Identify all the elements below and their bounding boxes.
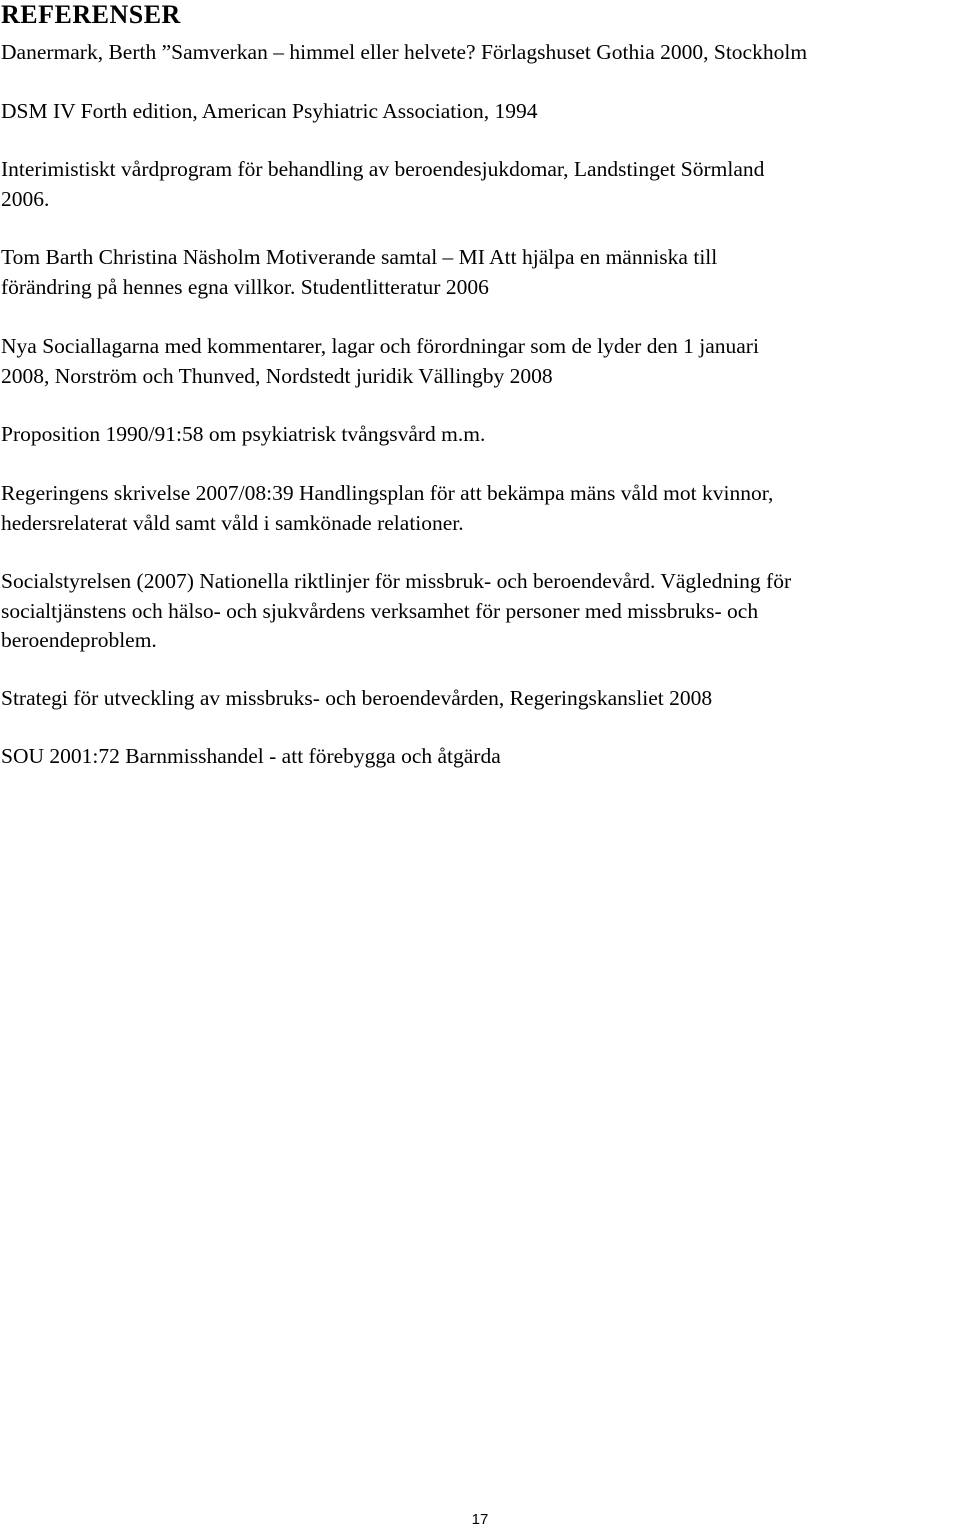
reference-sou-2001-72 [1,742,501,772]
reference-line: 2008, Norström och Thunved, Nordstedt juridik Vällingby 2008 [1,363,553,388]
reference-line: Danermark, Berth ”Samverkan – himmel eller helvete? Förlagshuset Gothia 2000, Stockholm [1,40,808,64]
reference-line: Tom Barth Christina Näsholm Motiverande samtal – MI Att hjälpa en människa till [1,245,718,269]
reference-danermark [1,38,807,68]
reference-line: Proposition 1990/91:58 om psykiatrisk tvångsvård m.m. [1,422,486,446]
reference-line: Strategi för utveckling av missbruks- och beroendevården, Regeringskansliet 2008 [1,686,713,710]
reference-line: Socialstyrelsen (2007) Nationella riktlinjer för missbruk- och beroendevård. Vägledning för [1,569,792,593]
reference-dsm-iv [1,97,537,127]
reference-line: hedersrelaterat våld samt våld i samkönade relationer. [1,510,464,535]
reference-line: förändring på hennes egna villkor. Studentlitteratur 2006 [1,274,489,299]
reference-line: Interimistiskt vårdprogram för behandling av beroendesjukdomar, Landstinget Sörmland [1,157,765,181]
reference-socialstyrelsen [1,567,791,656]
reference-line: Regeringens skrivelse 2007/08:39 Handlingsplan för att bekämpa mäns våld mot kvinnor, [1,481,774,505]
reference-proposition [1,420,485,450]
reference-line: DSM IV Forth edition, American Psyhiatric Association, 1994 [1,99,538,123]
reference-strategi [1,684,712,714]
reference-regeringens-skrivelse [1,479,773,538]
reference-line: 2006. [1,186,50,211]
reference-line: beroendeproblem. [1,628,157,652]
reference-interimistiskt-vardprogram [1,155,764,214]
reference-nya-sociallagarna [1,332,759,391]
page-number: 17 [471,1511,489,1528]
reference-barth-nasholm [1,243,717,302]
reference-line: Nya Sociallagarna med kommentarer, lagar och förordningar som de lyder den 1 januari [1,334,759,358]
page-heading: REFERENSER [1,0,181,29]
reference-line: socialtjänstens och hälso- och sjukvårdens verksamhet för personer med missbruks- och [1,598,759,623]
reference-line: SOU 2001:72 Barnmisshandel - att förebygga och åtgärda [1,744,501,768]
